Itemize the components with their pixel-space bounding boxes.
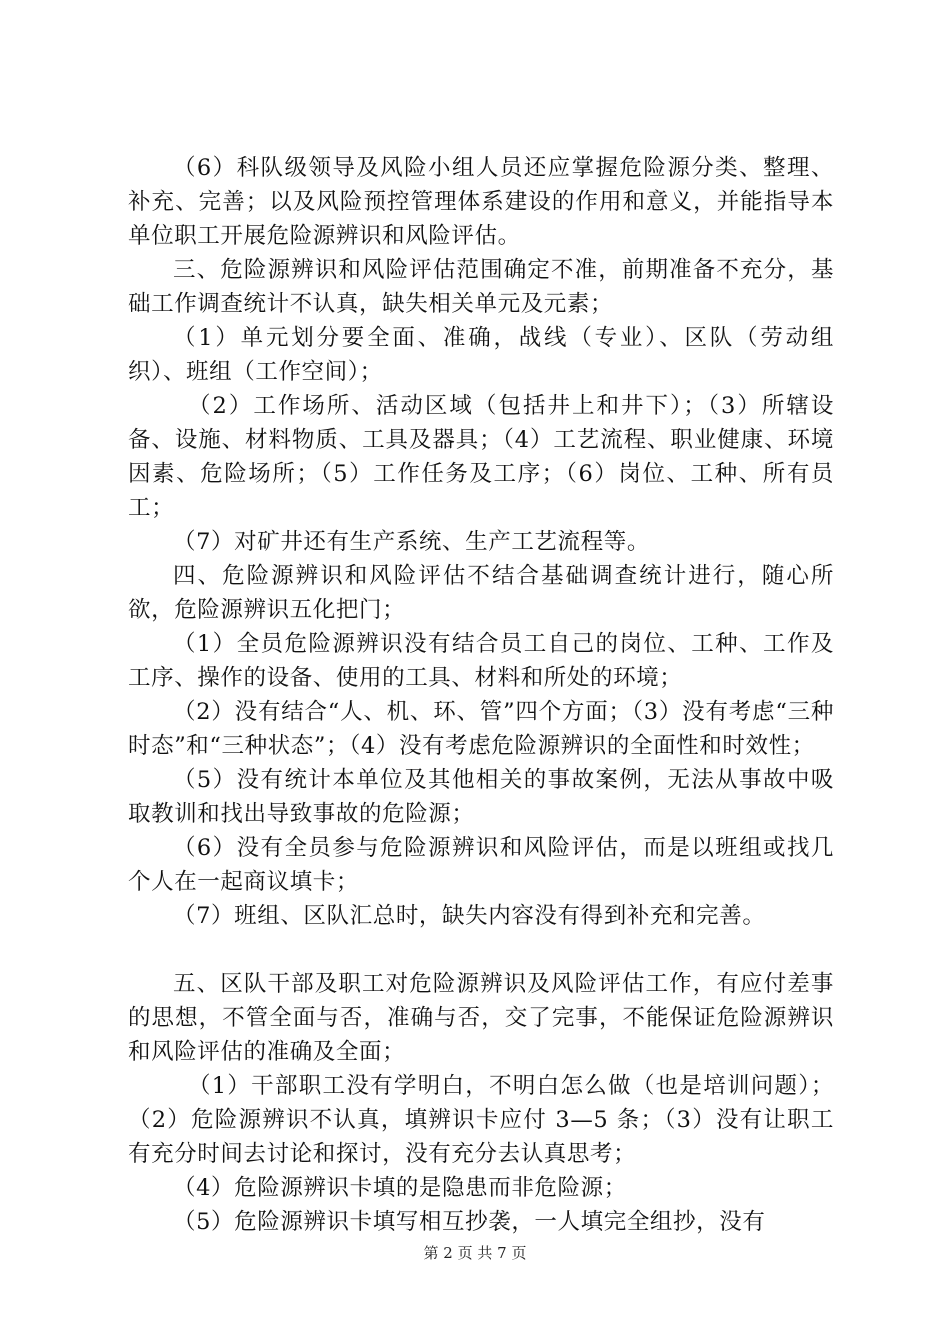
paragraph-spacer [128, 933, 834, 967]
document-body [128, 151, 834, 1239]
section-heading: 四、危险源辨识和风险评估不结合基础调查统计进行，随心所欲，危险源辨识五化把门； [128, 563, 834, 623]
paragraph: （2）没有结合“人、机、环、管”四个方面；（3）没有考虑“三种时态”和“三种状态”；（4）没有考虑危险源辨识的全面性和时效性； [128, 699, 834, 759]
paragraph: （1）干部职工没有学明白，不明白怎么做（也是培训问题）；（2）危险源辨识不认真，填辨识卡应付 3—5 条；（3）没有让职工有充分时间去讨论和探讨，没有充分去认真思考； [128, 1073, 834, 1167]
paragraph: （2）工作场所、活动区域（包括井上和井下）；（3）所辖设备、设施、材料物质、工具及器具；（4）工艺流程、职业健康、环境因素、危险场所；（5）工作任务及工序；（6）岗位、工种、所有员工； [128, 393, 834, 521]
paragraph: （4）危险源辨识卡填的是隐患而非危险源； [173, 1175, 627, 1201]
paragraph: （5）危险源辨识卡填写相互抄袭，一人填完全组抄，没有 [173, 1209, 766, 1235]
page-footer: 第 2 页 共 7 页 [423, 1244, 527, 1262]
paragraph: （1）全员危险源辨识没有结合员工自己的岗位、工种、工作及工序、操作的设备、使用的工具、材料和所处的环境； [128, 631, 834, 691]
paragraph: （1）单元划分要全面、准确，战线（专业）、区队（劳动组织）、班组（工作空间）； [128, 325, 834, 385]
section-heading: 三、危险源辨识和风险评估范围确定不准，前期准备不充分，基础工作调查统计不认真，缺失相关单元及元素； [128, 257, 834, 317]
paragraph: （7）班组、区队汇总时，缺失内容没有得到补充和完善。 [173, 903, 766, 929]
paragraph: （5）没有统计本单位及其他相关的事故案例，无法从事故中吸取教训和找出导致事故的危险源； [128, 767, 834, 827]
section-heading: 五、区队干部及职工对危险源辨识及风险评估工作，有应付差事的思想，不管全面与否，准确与否，交了完事，不能保证危险源辨识和风险评估的准确及全面； [128, 971, 834, 1065]
paragraph: （7）对矿井还有生产系统、生产工艺流程等。 [173, 529, 650, 555]
paragraph: （6）科队级领导及风险小组人员还应掌握危险源分类、整理、补充、完善；以及风险预控管理体系建设的作用和意义，并能指导本单位职工开展危险源辨识和风险评估。 [128, 155, 834, 249]
paragraph: （6）没有全员参与危险源辨识和风险评估，而是以班组或找几个人在一起商议填卡； [128, 835, 834, 895]
